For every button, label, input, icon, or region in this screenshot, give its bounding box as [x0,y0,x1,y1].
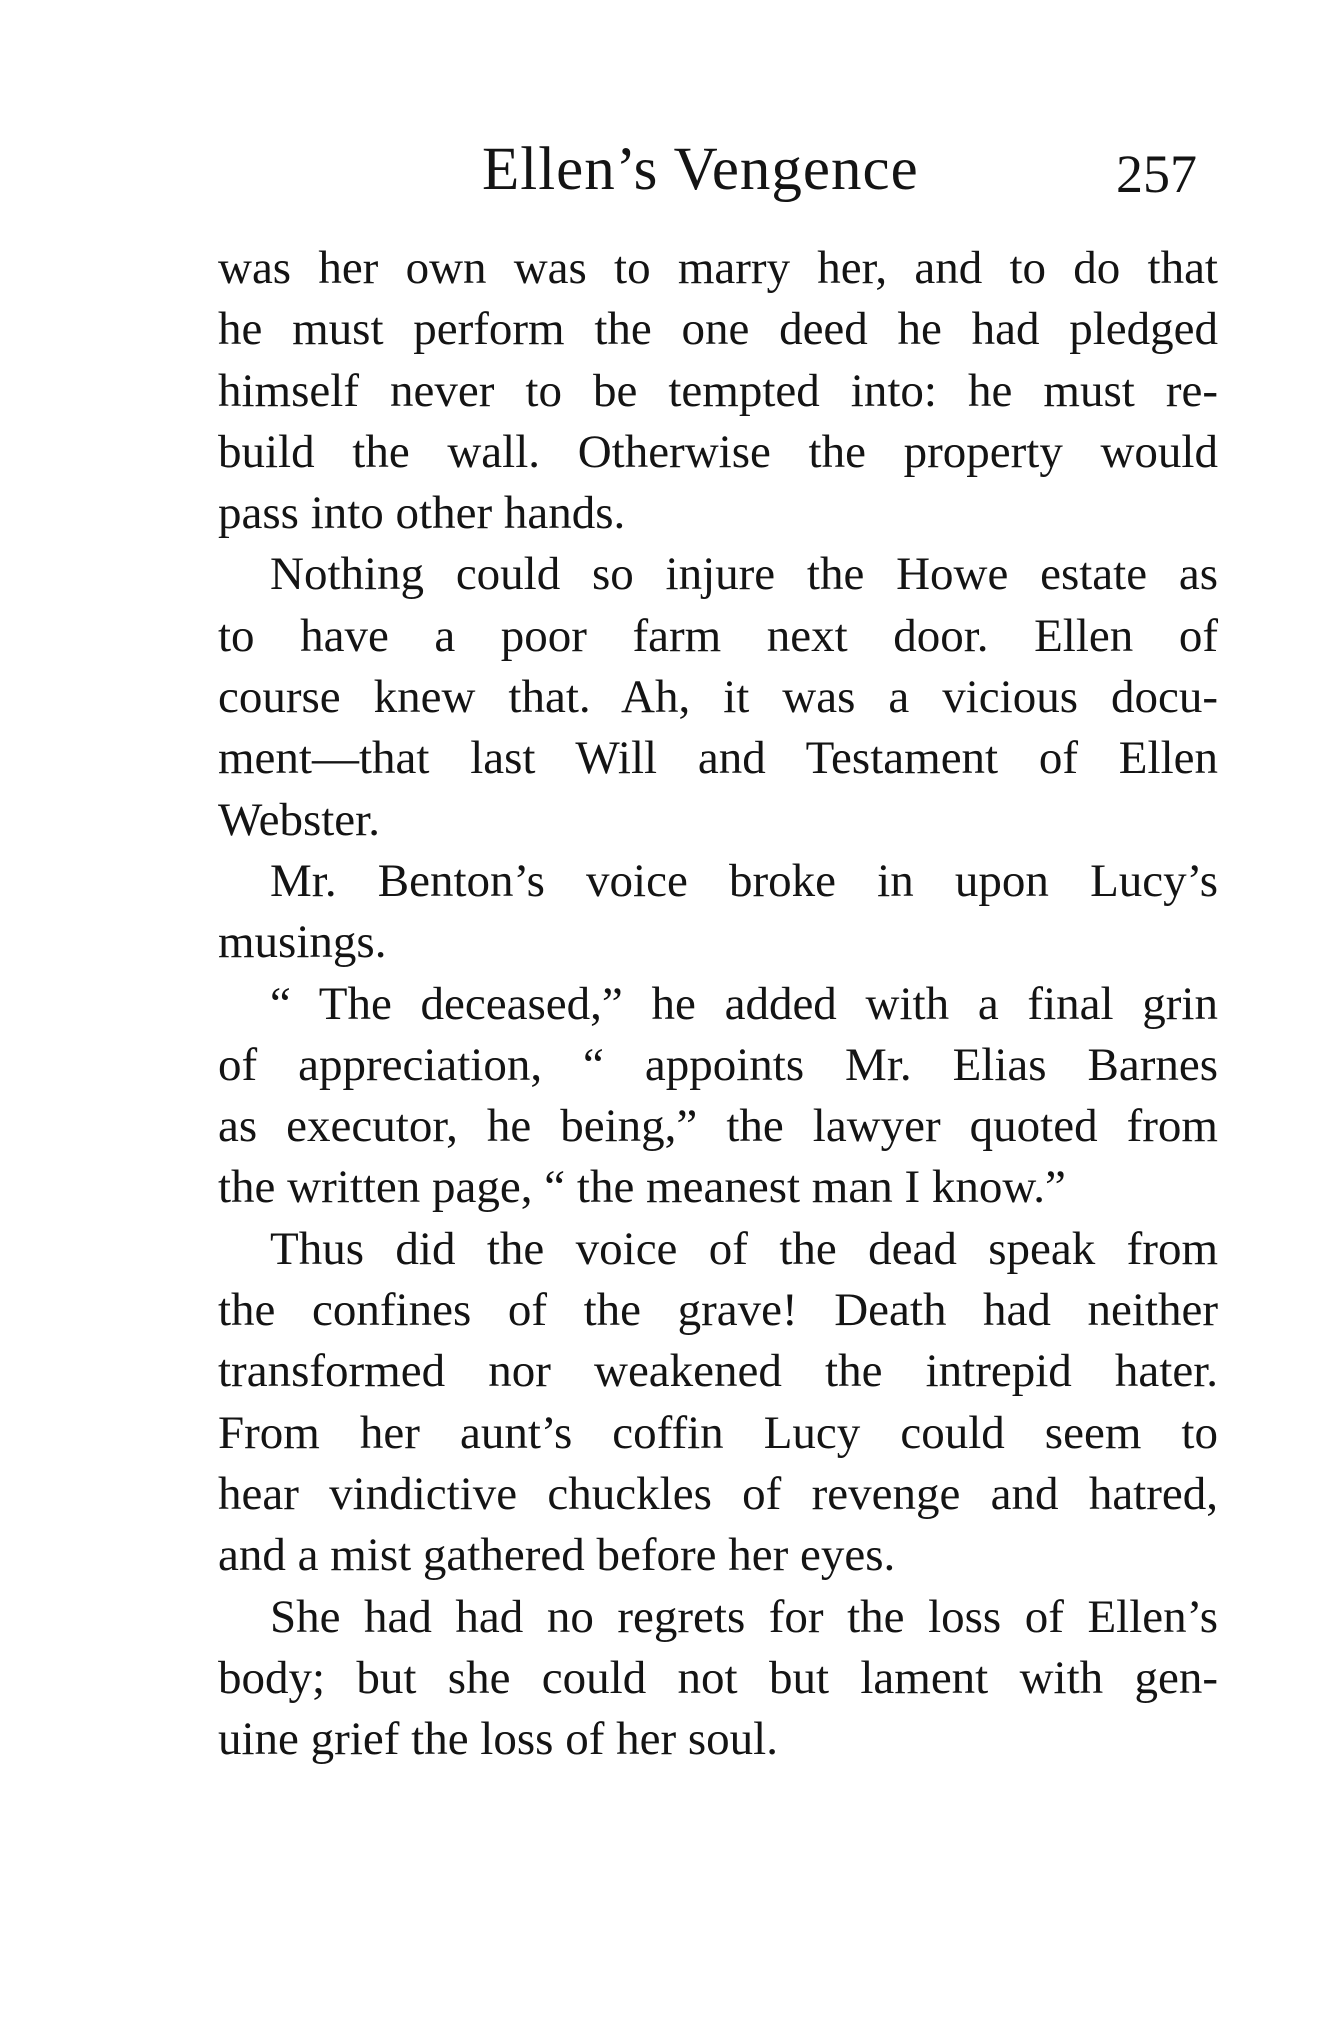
page-number: 257 [1116,144,1197,204]
text-line: Webster. [218,793,380,846]
page-header [0,130,1336,210]
text-line: and a mist gathered before her eyes. [218,1529,896,1582]
text-line: of appreciation, “ appoints Mr. Elias Barnes [218,1038,1218,1091]
paragraph [218,544,1218,850]
text-line: Mr. Benton’s voice broke in upon Lucy’s [270,854,1218,907]
paragraph [218,851,1218,974]
text-line: She had had no regrets for the loss of Ellen’s [270,1590,1218,1643]
running-title: Ellen’s Vengence [482,136,919,203]
text-line: hear vindictive chuckles of revenge and hatred, [218,1467,1218,1520]
text-line: uine grief the loss of her soul. [218,1713,778,1766]
paragraph [218,1219,1218,1587]
text-line: to have a poor farm next door. Ellen of [218,609,1218,662]
text-line: he must perform the one deed he had pledged [218,303,1218,356]
text-line: musings. [218,916,387,969]
text-line: was her own was to marry her, and to do that [218,242,1218,294]
text-line: pass into other hands. [218,487,626,540]
paragraph [218,238,1218,544]
text-line: himself never to be tempted into: he must re- [218,364,1218,417]
text-line: transformed nor weakened the intrepid hater. [218,1345,1218,1398]
text-line: the confines of the grave! Death had neither [218,1284,1218,1337]
text-line: Nothing could so injure the Howe estate as [270,548,1218,601]
text-line: “ The deceased,” he added with a final grin [270,977,1218,1030]
text-line: the written page, “ the meanest man I know.” [218,1161,1066,1214]
paragraph [218,974,1218,1219]
text-line: as executor, he being,” the lawyer quoted from [218,1100,1218,1153]
body-text [218,238,1218,1770]
paragraph [218,1587,1218,1771]
text-line: ment—that last Will and Testament of Ellen [218,732,1218,785]
text-line: build the wall. Otherwise the property would [218,425,1218,478]
text-line: body; but she could not but lament with gen- [218,1651,1218,1704]
text-line: course knew that. Ah, it was a vicious docu- [218,671,1218,724]
text-line: Thus did the voice of the dead speak from [270,1222,1218,1275]
text-line: From her aunt’s coffin Lucy could seem to [218,1406,1218,1459]
